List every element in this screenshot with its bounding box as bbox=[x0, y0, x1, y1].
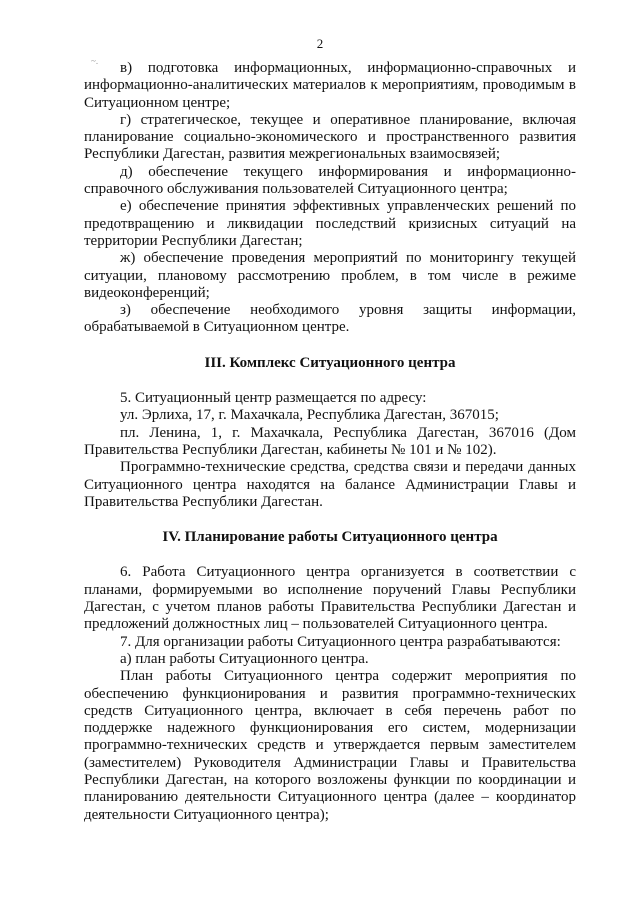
paragraph-equipment: Программно-технические средства, средства связи и передачи данных Ситуационного центра находятся на балансе Администрации Главы и Правительства Республики Дагестан. bbox=[84, 459, 576, 510]
paragraph-item-zh: ж) обеспечение проведения мероприятий по мониторингу текущей ситуации, плановому рассмотрению проблем, в том числе в режиме видеоконференций; bbox=[84, 250, 576, 301]
paragraph-7: 7. Для организации работы Ситуационного центра разрабатываются: bbox=[120, 633, 561, 650]
paragraph-work-plan: План работы Ситуационного центра содержит мероприятия по обеспечению функционирования и развития программно-технических средств Ситуационного центра, включает в себя перечень работ по поддержке надежного функционирования его систем, модернизации программно-технических средств и утверждается первым заместителем (заместителем) Руководителя Администрации Главы и Правительства Республики Дагестан, на которого возложены функции по координации и планированию деятельности Ситуационного центра (далее – координатор деятельности Ситуационного центра); bbox=[84, 668, 576, 823]
page-number: 2 bbox=[316, 36, 324, 51]
section-4-heading: IV. Планирование работы Ситуационного центра bbox=[162, 529, 498, 546]
spacer bbox=[84, 337, 576, 355]
spacer bbox=[84, 546, 576, 564]
paragraph-item-d: д) обеспечение текущего информирования и информационно-справочного обслуживания пользователей Ситуационного центра; bbox=[84, 163, 576, 198]
address-lenina: пл. Ленина, 1, г. Махачкала, Республика Дагестан, 367016 (Дом Правительства Республики Дагестан, кабинеты № 101 и № 102). bbox=[84, 424, 576, 458]
spacer bbox=[84, 511, 576, 529]
paragraph-item-v: в) подготовка информационных, информационно-справочных и информационно-аналитических материалов к мероприятиям, проводимым в Ситуационном центре; bbox=[84, 60, 576, 111]
paragraph-7a: а) план работы Ситуационного центра. bbox=[120, 650, 369, 667]
paragraph-item-e: е) обеспечение принятия эффективных управленческих решений по предотвращению и ликвидации последствий кризисных ситуаций на территории Республики Дагестан; bbox=[84, 198, 576, 249]
paragraph-item-g: г) стратегическое, текущее и оперативное планирование, включая планирование социально-экономического и пространственного развития Республики Дагестан, развития межрегиональных взаимосвязей; bbox=[84, 111, 576, 163]
paragraph-item-z: з) обеспечение необходимого уровня защиты информации, обрабатываемой в Ситуационном центре. bbox=[84, 302, 576, 336]
spacer bbox=[84, 372, 576, 390]
document-body bbox=[84, 60, 576, 824]
corner-mark: ~. bbox=[91, 56, 99, 66]
address-erlikha: ул. Эрлиха, 17, г. Махачкала, Республика Дагестан, 367015; bbox=[120, 407, 499, 424]
paragraph-6: 6. Работа Ситуационного центра организуется в соответствии с планами, формируемыми во исполнение поручений Главы Республики Дагестан, с учетом планов работы Правительства Республики Дагестан и предложений должностных лиц – пользователей Ситуационного центра. bbox=[84, 564, 576, 633]
paragraph-5: 5. Ситуационный центр размещается по адресу: bbox=[120, 390, 427, 407]
section-3-heading: III. Комплекс Ситуационного центра bbox=[204, 354, 456, 371]
